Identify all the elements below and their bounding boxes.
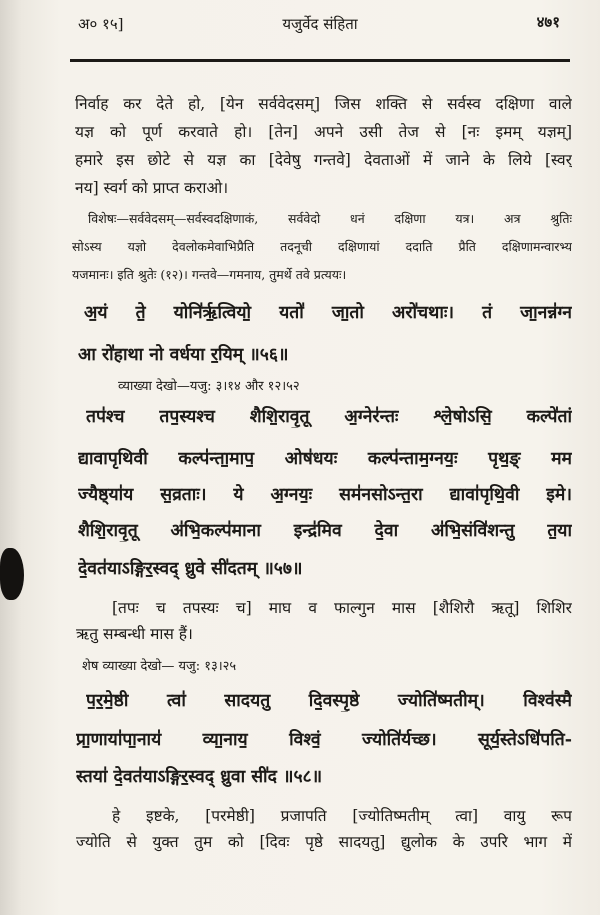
mantra-line: ज्यैष्ठ्या॑य स॒व्रताः। ये अ॒ग्नयः॒ सम॑नसोऽन्त॒रा द्यावा॑पृथि॒वी इमे। (78, 485, 572, 505)
mantra-line: शैशि॒रावृ॒तू अ॑भि॒कल्प॑माना इन्द्र॑मिव दे॒वा अ॑भि॒संवि॑शन्तु त॒या (78, 521, 572, 541)
header-rule (70, 59, 570, 62)
grammar-note-line: यजमानः। इति श्रुतेः (१२)। गन्तवे—गमनाय, तुमर्थे तवे प्रत्ययः। (72, 267, 347, 282)
mantra-line: आ रो॑हाथा नो वर्धया र॒यिम् ॥५६॥ (78, 345, 289, 365)
mantra-line: प्रा॒णाया॑पा॒नाय॑ व्या॒नाय॒ विश्वं॒ ज्योति॑र्यच्छ। सूर्य॒स्तेऽधि॑पति- (76, 730, 572, 750)
page-number: ४७१ (536, 13, 560, 31)
mantra-line: प॒र॒मे॒ष्ठी त्वा॑ सादयतु दि॒वस्पृ॒ष्ठे ज्योति॑ष्मतीम्। विश्व॑स्मै (86, 691, 572, 711)
mantra-line: दे॒वत॑याऽङ्गिर॒स्वद् ध्रु॒वे सी॑दतम् ॥५७॥ (78, 559, 303, 579)
translation-line: [तपः च तपस्यः च] माघ व फाल्गुन मास [शैशिरौ ऋतू] शिशिर (112, 599, 572, 617)
grammar-note-line: विशेषः—सर्ववेदसम्—सर्वस्वदक्षिणाकं, सर्ववेदो धनं दक्षिणा यत्र। अत्र श्रुतिः (88, 211, 572, 226)
page-header (70, 10, 570, 36)
mantra-line: अ॒यं ते॒ योनि॑र्ऋ॒त्वियो॒ यतो॑ जा॒तो अरो॑चथाः। तं जा॒नन्न॑ग्न (84, 303, 572, 323)
translation-line: नय] स्वर्ग को प्राप्त कराओ। (75, 179, 229, 197)
mantra-line: तप॑श्च तप॒स्यश्च शैशि॒रावृ॒तू अ॒ग्नेर॑न्तः श्ले॒षोऽसि॒ कल्पे॑तां (86, 407, 572, 427)
translation-line: हे इष्टके, [परमेष्ठी] प्रजापति [ज्योतिष्मतीम् त्वा] वायु रूप (112, 807, 572, 825)
translation-line: यज्ञ को पूर्ण करवाते हो। [तेन] अपने उसी तेज से [नः इमम् यज्ञम्] (75, 123, 572, 141)
reference-line: शेष व्याख्या देखो— यजु: १३।२५ (82, 659, 237, 674)
ink-blot (0, 548, 24, 600)
chapter-marker: अ० १५] (78, 15, 124, 33)
mantra-line: स्तया॑ दे॒वत॑याऽङ्गिर॒स्वद् ध्रु॒वा सी॑द ॥५८॥ (76, 767, 323, 787)
translation-line: निर्वाह कर देते हो, [येन सर्ववेदसम्] जिस शक्ति से सर्वस्व दक्षिणा वाले (75, 95, 572, 113)
translation-line: ऋतु सम्बन्धी मास हैं। (76, 625, 193, 643)
running-title: यजुर्वेद संहिता (282, 15, 358, 33)
grammar-note-line: सोऽस्य यज्ञो देवलोकमेवाभिप्रैति तदनूची दक्षिणायां ददाति प्रैति दक्षिणामन्वारभ्य (72, 239, 572, 254)
mantra-line: द्यावापृथिवी कल्प॑न्ता॒माप॒ ओष॑धयः कल्प॑न्ताम॒ग्नयः॒ पृथ॒ङ् मम (78, 449, 572, 469)
translation-line: ज्योति से युक्त तुम को [दिवः पृष्ठे सादयतु] द्युलोक के उपरि भाग में (76, 833, 572, 851)
reference-line: व्याख्या देखो—यजु: ३।१४ और १२।५२ (118, 379, 300, 394)
translation-line: हमारे इस छोटे से यज्ञ का [देवेषु गन्तवे] देवताओं में जाने के लिये [स्वर् (75, 151, 572, 169)
